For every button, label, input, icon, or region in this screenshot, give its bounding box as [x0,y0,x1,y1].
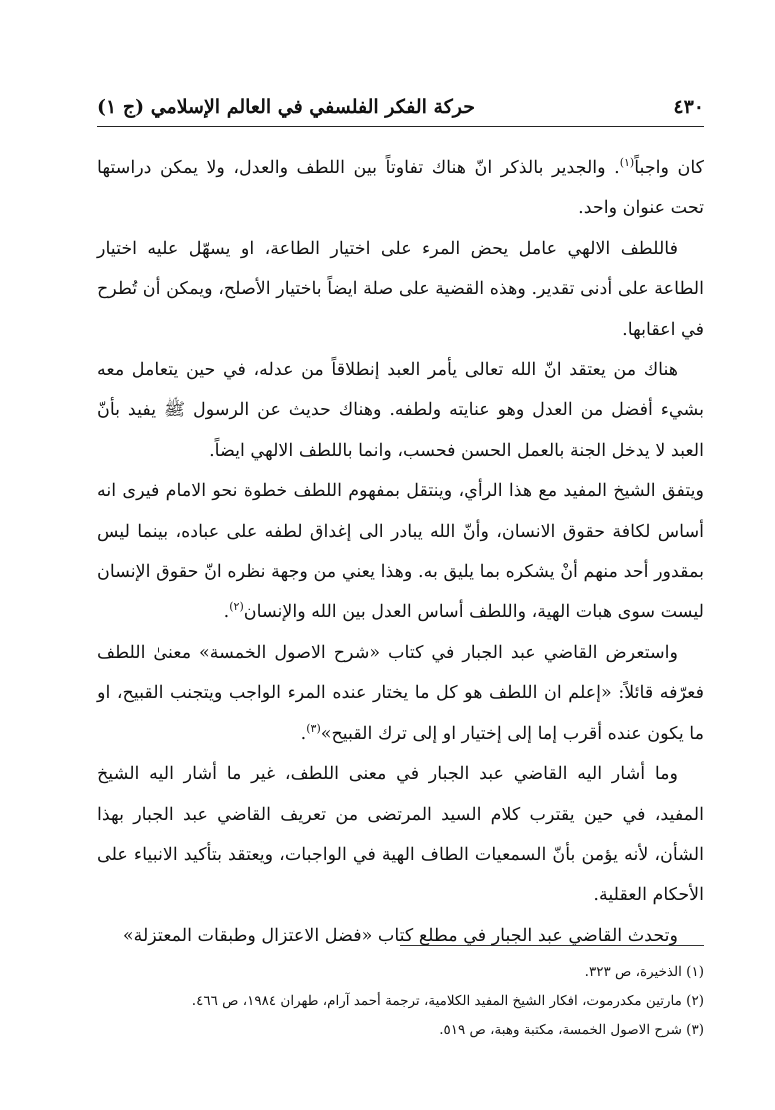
paragraph-7: وتحدث القاضي عبد الجبار في مطلع كتاب «فضل الاعتزال وطبقات المعتزلة» [122,925,678,946]
footnote-1: (١) الذخيرة، ص ٣٢٣. [584,964,704,980]
footnote-2: (٢) مارتين مكدرموت، افكار الشيخ المفيد الكلامية، ترجمة أحمد آرام، طهران ١٩٨٤، ص ٤٦٦. [191,993,704,1009]
footnotes [97,958,704,1045]
paragraph-4-text-a: ويتفق الشيخ المفيد مع هذا الرأي، وينتقل بمفهوم اللطف خطوة نحو الامام فيرى انه أساس لكافة حقوق الانسان، وأنّ الله يبادر الى إغداق لطفه على عباده، بينما ليس بمقدور أحد منهم أنْ يشكره بما يليق به. وهذا يعني من وجهة نظره انّ حقوق الإنسان ليست سوى هبات الهية، واللطف أساس العدل بين الله والإنسان [97,481,704,623]
paragraph-4 [97,471,704,633]
paragraph-2: فاللطف الالهي عامل يحض المرء على اختيار الطاعة، او يسهّل عليه اختيار الطاعة على أدنى تقدير. وهذه القضية على صلة ايضاً باختيار الأصلح، ويمكن أن تُطرح في اعقابها. [97,238,704,340]
paragraph-3: هناك من يعتقد انّ الله تعالى يأمر العبد إنطلاقاً من عدله، في حين يتعامل معه بشيء أفضل من العدل وهو عنايته ولطفه. وهناك حديث عن الرسول ﷺ يفيد بأنّ العبد لا يدخل الجنة بالعمل الحسن فحسب، وانما باللطف الالهي ايضاً. [97,360,704,461]
running-head [97,88,704,122]
paragraph-1-text-b: . والجدير بالذكر انّ هناك تفاوتاً بين اللطف والعدل، ولا يمكن دراستها تحت عنوان واحد. [97,158,704,219]
footnote-3: (٣) شرح الاصول الخمسة، مكتبة وهبة، ص ٥١٩. [439,1022,704,1038]
footnote-rule [400,945,704,946]
footnote-ref-2: (٢) [229,600,244,614]
page-number: ٤٣٠ [673,96,704,118]
paragraph-1 [97,148,704,229]
paragraph-5-text-b: . [300,723,307,744]
header-rule [97,126,704,127]
main-text [97,148,704,956]
paragraph-1-text-a: كان واجباً [634,158,704,178]
footnote-ref-1: (١) [619,156,635,170]
footnote-ref-3: (٣) [306,721,321,735]
running-title: حركة الفكر الفلسفي في العالم الإسلامي (ج ١) [97,96,476,118]
paragraph-5-text-a: واستعرض القاضي عبد الجبار في كتاب «شرح الاصول الخمسة» معنىٰ اللطف فعرّفه قائلاً: «إعلم ان اللطف هو كل ما يختار عنده المرء الواجب ويتجنب القبيح، او ما يكون عنده أقرب إما إلى إختيار او إلى ترك القبيح» [97,642,704,744]
paragraph-4-text-b: . [223,602,230,623]
paragraph-6: وما أشار اليه القاضي عبد الجبار في معنى اللطف، غير ما أشار اليه الشيخ المفيد، في حين يقترب كلام السيد المرتضى من تعريف القاضي عبد الجبار بهذا الشأن، لأنه يؤمن بأنّ السمعيات الطاف الهية في الواجبات، ويعتقد بتأكيد الانبياء على الأحكام العقلية. [97,764,704,906]
paragraph-5 [97,633,704,754]
